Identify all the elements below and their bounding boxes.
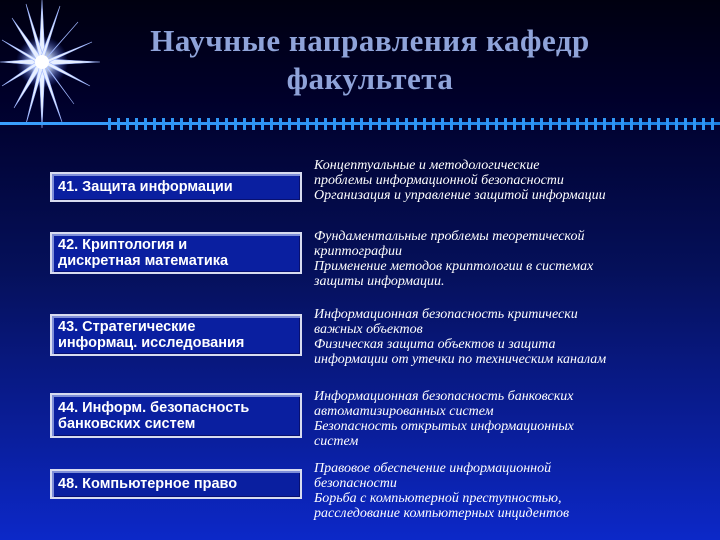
department-41-description: Концептуальные и методологические проблемы информационной безопасности Организация и управление защитой информации	[314, 158, 606, 203]
page-title	[100, 22, 640, 98]
department-48-box	[50, 469, 302, 499]
department-43-description: Информационная безопасность критически важных объектов Физическая защита объектов и защита информации от утечки по техническим каналам	[314, 307, 607, 367]
department-44-description: Информационная безопасность банковских автоматизированных систем Безопасность открытых информационных систем	[314, 389, 574, 449]
title-line-1: Научные направления кафедр	[150, 23, 590, 58]
department-41-label: 41. Защита информации	[58, 179, 233, 195]
department-43-box	[50, 314, 302, 356]
title-line-2: факультета	[286, 61, 454, 96]
title-underline-decoration	[0, 118, 720, 130]
department-44-box	[50, 393, 302, 438]
department-48-label: 48. Компьютерное право	[58, 476, 238, 492]
department-41-box	[50, 172, 302, 202]
department-42-label: 42. Криптология и дискретная математика	[58, 237, 229, 269]
department-42-box	[50, 232, 302, 274]
department-44-label: 44. Информ. безопасность банковских систем	[58, 399, 250, 432]
department-43-label: 43. Стратегические информац. исследования	[58, 319, 245, 351]
department-42-description: Фундаментальные проблемы теоретической криптографии Применение методов криптологии в системах защиты информации.	[314, 229, 594, 289]
department-48-description: Правовое обеспечение информационной безопасности Борьба с компьютерной преступностью, расследование компьютерных инцидентов	[314, 461, 570, 521]
star-burst-decoration	[0, 0, 110, 130]
